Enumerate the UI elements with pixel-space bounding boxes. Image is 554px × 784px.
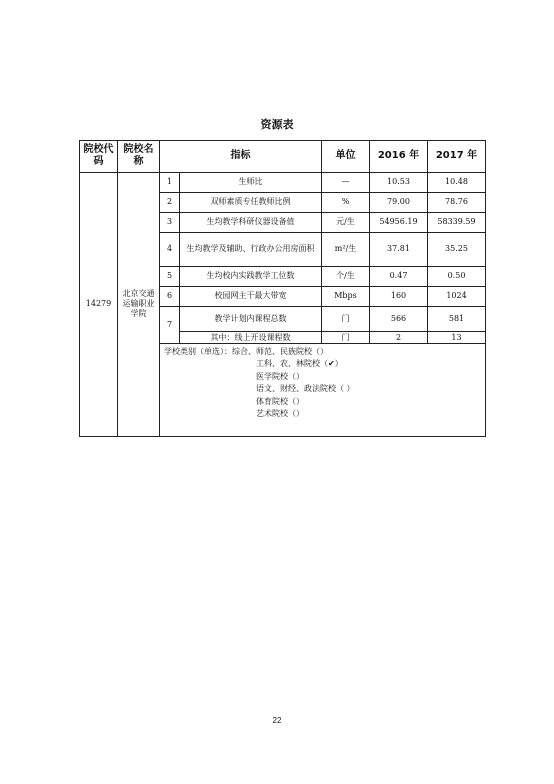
indicator-cell: 生均教学及辅助、行政办公用房面积 <box>180 232 322 266</box>
category-option: 体育院校（） <box>256 396 304 406</box>
value-2017-cell: 1024 <box>428 286 486 306</box>
header-2016: 2016 年 <box>370 141 428 173</box>
value-2016-cell: 10.53 <box>370 172 428 192</box>
value-2016-cell: 160 <box>370 286 428 306</box>
value-2016-cell: 566 <box>370 306 428 331</box>
header-code: 院校代码 <box>80 141 118 173</box>
category-option: 语文、财经、政法院校（ ） <box>256 384 355 394</box>
header-unit: 单位 <box>322 141 370 173</box>
unit-cell: 个/生 <box>322 266 370 286</box>
row-number: 3 <box>160 212 180 232</box>
table-title: 资源表 <box>260 118 294 131</box>
value-2016-cell: 2 <box>370 332 428 344</box>
value-2017-cell: 10.48 <box>428 172 486 192</box>
unit-cell: 门 <box>322 306 370 331</box>
indicator-cell: 教学计划内课程总数 <box>180 306 322 331</box>
header-name: 院校名称 <box>118 141 160 173</box>
value-2017-cell: 35.25 <box>428 232 486 266</box>
indicator-cell: 校园网主干最大带宽 <box>180 286 322 306</box>
unit-cell: Mbps <box>322 286 370 306</box>
indicator-cell: 双师素质专任教师比例 <box>180 192 322 212</box>
indicator-cell: 生均教学科研仪器设备值 <box>180 212 322 232</box>
header-2017: 2017 年 <box>428 141 486 173</box>
page-number: 22 <box>272 716 282 725</box>
school-code: 14279 <box>80 172 118 436</box>
unit-cell: — <box>322 172 370 192</box>
indicator-cell: 其中：线上开设课程数 <box>180 332 322 344</box>
row-number: 2 <box>160 192 180 212</box>
value-2017-cell: 581 <box>428 306 486 331</box>
category-option: 医学院校（） <box>256 371 304 381</box>
resource-table <box>79 140 486 437</box>
value-2017-cell: 13 <box>428 332 486 344</box>
row-number: 5 <box>160 266 180 286</box>
row-number: 7 <box>160 306 180 343</box>
category-question: 学校类别（单选）：综合、师范、民族院校（） <box>164 346 328 356</box>
value-2016-cell: 0.47 <box>370 266 428 286</box>
unit-cell: 门 <box>322 332 370 344</box>
category-option: 工科、农、林院校（✔） <box>256 359 343 369</box>
value-2017-cell: 78.76 <box>428 192 486 212</box>
value-2016-cell: 79.00 <box>370 192 428 212</box>
value-2017-cell: 0.50 <box>428 266 486 286</box>
value-2017-cell: 58339.59 <box>428 212 486 232</box>
indicator-cell: 生师比 <box>180 172 322 192</box>
row-number: 1 <box>160 172 180 192</box>
unit-cell: 元/生 <box>322 212 370 232</box>
school-category-cell <box>160 343 486 436</box>
row-number: 6 <box>160 286 180 306</box>
value-2016-cell: 54956.19 <box>370 212 428 232</box>
school-name: 北京交通运输职业学院 <box>118 172 160 436</box>
table-header-row <box>80 141 486 173</box>
unit-cell: m²/生 <box>322 232 370 266</box>
row-number: 4 <box>160 232 180 266</box>
category-option: 艺术院校（） <box>256 408 304 418</box>
indicator-cell: 生均校内实践教学工位数 <box>180 266 322 286</box>
header-indicator: 指标 <box>160 141 322 173</box>
table-row <box>80 172 486 192</box>
unit-cell: % <box>322 192 370 212</box>
value-2016-cell: 37.81 <box>370 232 428 266</box>
